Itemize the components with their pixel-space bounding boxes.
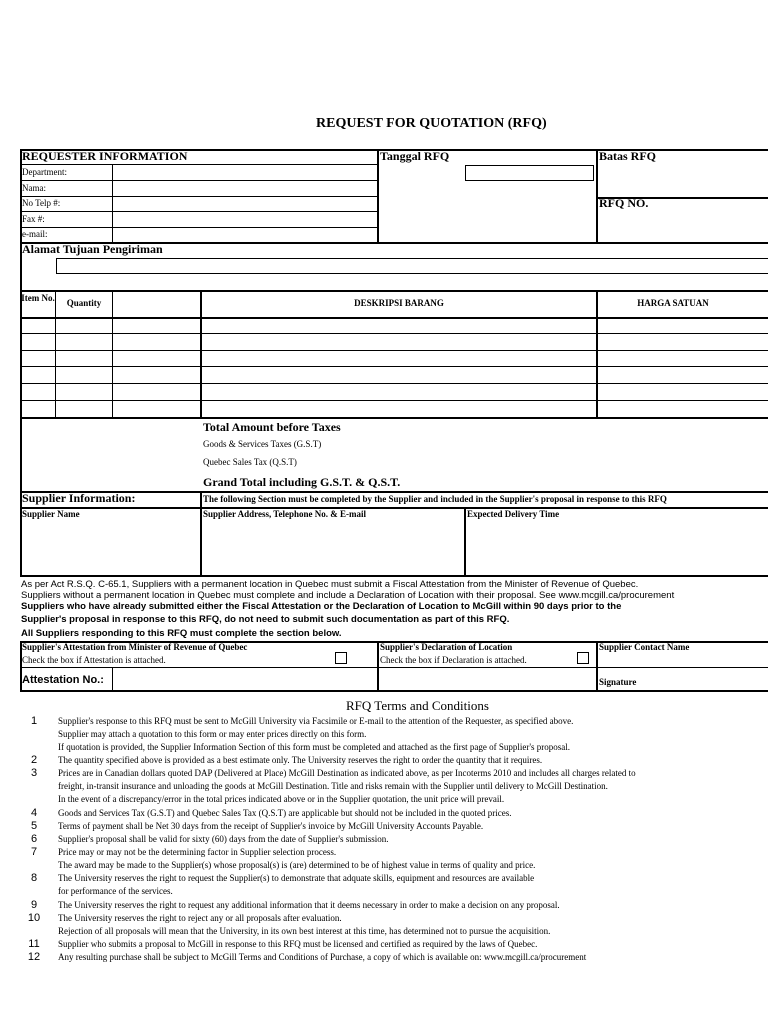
term-line: The University reserves the right to request any additional information that it deems necessary in order to make a decision on any proposal. xyxy=(58,900,560,910)
email-label: e-mail: xyxy=(22,229,48,239)
term-number: 3 xyxy=(30,767,38,779)
fax-label: Fax #: xyxy=(22,214,45,224)
act-line-1: As per Act R.S.Q. C-65.1, Suppliers with a permanent location in Quebec must submit a Fiscal Attestation from the Minister of Revenue of Quebec. xyxy=(21,580,639,590)
alamat-label: Alamat Tujuan Pengiriman xyxy=(22,242,163,256)
term-line: Supplier who submits a proposal to McGill in response to this RFQ must be licensed and certified as required by the laws of Quebec. xyxy=(58,939,538,949)
term-line: If quotation is provided, the Supplier Information Section of this form must be completed and attached as the first page of Supplier's proposal. xyxy=(58,742,571,752)
col-line xyxy=(200,290,202,418)
left-border xyxy=(20,417,22,491)
col-item-no: Item No. xyxy=(21,293,55,303)
signature-label: Signature xyxy=(599,677,637,687)
term-number: 12 xyxy=(27,951,41,963)
attestation-check-text: Check the box if Attestation is attached. xyxy=(22,655,166,665)
col-line xyxy=(464,507,466,576)
term-number: 7 xyxy=(30,846,38,858)
col-line xyxy=(596,290,598,418)
attestation-no-field[interactable] xyxy=(114,669,376,689)
items-top-border xyxy=(20,290,768,292)
col-description: DESKRIPSI BARANG xyxy=(354,298,444,308)
term-number: 2 xyxy=(30,754,38,766)
batas-rfq-label: Batas RFQ xyxy=(599,149,656,163)
col-line xyxy=(200,491,202,576)
declaration-checkbox[interactable] xyxy=(577,652,589,664)
supplier-address-label: Supplier Address, Telephone No. & E-mail xyxy=(203,509,366,519)
table-row xyxy=(20,350,768,351)
term-number: 10 xyxy=(27,912,41,924)
term-line: The award may be made to the Supplier(s) whose proposal(s) is (are) determined to be of highest value in terms of quality and price. xyxy=(58,860,536,870)
terms-heading: RFQ Terms and Conditions xyxy=(346,698,489,713)
supplier-name-label: Supplier Name xyxy=(22,509,80,519)
expected-delivery-field[interactable] xyxy=(467,520,700,574)
left-border xyxy=(20,242,22,292)
act-line-5: All Suppliers responding to this RFQ must complete the section below. xyxy=(21,629,342,639)
term-line: Supplier's proposal shall be valid for sixty (60) days from the date of Supplier's submission. xyxy=(58,834,389,844)
supplier-address-field[interactable] xyxy=(203,520,463,574)
term-line: for performance of the services. xyxy=(58,886,173,896)
contact-name-label: Supplier Contact Name xyxy=(599,643,690,652)
term-line: Price may or may not be the determining factor in Supplier selection process. xyxy=(58,847,337,857)
term-number: 8 xyxy=(30,872,38,884)
items-header-bottom xyxy=(20,317,768,319)
table-row xyxy=(20,383,768,384)
department-label: Department: xyxy=(22,167,67,177)
supplier-name-field[interactable] xyxy=(22,520,199,574)
divider-tanggal xyxy=(377,149,379,243)
name-label: Nama: xyxy=(22,183,46,193)
email-field[interactable] xyxy=(113,228,376,241)
act-line-3: Suppliers who have already submitted either the Fiscal Attestation or the Declaration of Location to McGill within 90 days prior to the xyxy=(21,602,622,612)
expected-delivery-label: Expected Delivery Time xyxy=(467,509,560,519)
tanggal-rfq-label: Tanggal RFQ xyxy=(380,149,450,163)
alamat-field[interactable] xyxy=(56,258,768,274)
attestation-checkbox[interactable] xyxy=(335,652,347,664)
term-line: In the event of a discrepancy/error in the total prices indicated above or in the Supplier quotation, the unit price will prevail. xyxy=(58,794,505,804)
gst-label: Goods & Services Taxes (G.S.T) xyxy=(203,439,322,449)
col-unit-price: HARGA SATUAN xyxy=(637,298,709,308)
attestation-title: Supplier's Attestation from Minister of Revenue of Quebec xyxy=(22,643,248,652)
phone-field[interactable] xyxy=(113,197,376,210)
requester-heading: REQUESTER INFORMATION xyxy=(22,149,188,163)
term-number: 5 xyxy=(30,820,38,832)
tanggal-rfq-field[interactable] xyxy=(465,165,594,181)
phone-label: No Telp #: xyxy=(22,198,61,208)
term-line: freight, in-transit insurance and unloading the goods at McGill Destination. Title and risks remain with the Supplier until delivery to McGill Destination. xyxy=(58,781,608,791)
declaration-check-text: Check the box if Declaration is attached. xyxy=(380,655,527,665)
fax-field[interactable] xyxy=(113,212,376,226)
term-line: The quantity specified above is provided as a best estimate only. The University reserves the right to order the quantity that it requires. xyxy=(58,755,543,765)
term-number: 9 xyxy=(30,899,38,911)
rfq-no-label: RFQ NO. xyxy=(599,196,649,210)
term-number: 6 xyxy=(30,833,38,845)
term-number: 1 xyxy=(30,715,38,727)
row-line xyxy=(20,667,768,668)
qst-label: Quebec Sales Tax (Q.S.T) xyxy=(203,457,297,467)
term-line: Prices are in Canadian dollars quoted DAP (Delivered at Place) McGill Destination as indicated above, as per Incoterms 2010 and includes all charges related to xyxy=(58,769,636,778)
term-line: The University reserves the right to reject any or all proposals after evaluation. xyxy=(58,913,342,923)
col-line xyxy=(112,667,113,691)
term-number: 11 xyxy=(28,938,40,950)
col-line xyxy=(377,641,379,691)
term-line: Goods and Services Tax (G.S.T) and Quebec Sales Tax (Q.S.T) are applicable but should not be included in the quoted prices. xyxy=(58,808,512,818)
department-field[interactable] xyxy=(113,165,376,179)
name-field[interactable] xyxy=(113,181,376,195)
supplier-heading: Supplier Information: xyxy=(22,491,136,505)
table-row xyxy=(20,333,768,334)
term-line: Supplier may attach a quotation to this form or may enter prices directly on this form. xyxy=(58,729,367,739)
act-line-4: Supplier's proposal in response to this RFQ, do not need to submit such documentation as part of this RFQ. xyxy=(21,615,510,625)
left-border xyxy=(20,290,22,418)
divider-batas xyxy=(596,149,598,243)
act-line-2: Suppliers without a permanent location in Quebec must complete and include a Declaration of Location with their proposal. See www.mcgill.ca/procurement xyxy=(21,591,675,601)
supplier-sub-border xyxy=(20,507,768,509)
grand-total: Grand Total including G.S.T. & Q.S.T. xyxy=(203,475,401,489)
term-line: Terms of payment shall be Net 30 days from the receipt of Supplier's invoice by McGill University Accounts Payable. xyxy=(58,821,484,831)
term-number: 4 xyxy=(30,807,38,819)
declaration-title: Supplier's Declaration of Location xyxy=(380,643,513,652)
term-line: The University reserves the right to request the Supplier(s) to demonstrate that adquate skills, equipment and resources are available xyxy=(58,873,535,883)
term-line: Rejection of all proposals will mean that the University, in its own best interest at this time, has determined not to pursue the acquisition. xyxy=(58,926,551,936)
supplier-bottom-border xyxy=(20,575,768,577)
table-row xyxy=(20,400,768,401)
col-line xyxy=(55,290,56,418)
table-row xyxy=(20,366,768,367)
attestation-bottom-border xyxy=(20,690,768,692)
page-title: REQUEST FOR QUOTATION (RFQ) xyxy=(316,116,547,131)
col-line xyxy=(112,290,113,418)
term-line: Supplier's response to this RFQ must be sent to McGill University via Facsimile or E-mail to the attention of the Requester, as specified above. xyxy=(58,716,574,726)
col-quantity: Quantity xyxy=(66,298,102,308)
supplier-notice: The following Section must be completed by the Supplier and included in the Supplier's proposal in response to this RFQ xyxy=(203,495,667,504)
total-before-taxes: Total Amount before Taxes xyxy=(203,420,341,434)
table-row xyxy=(20,417,768,419)
col-line xyxy=(596,641,598,691)
attestation-no-label: Attestation No.: xyxy=(22,674,104,686)
term-line: Any resulting purchase shall be subject to McGill Terms and Conditions of Purchase, a copy of which is available on: www.mcgill.ca/procurement xyxy=(58,952,587,962)
